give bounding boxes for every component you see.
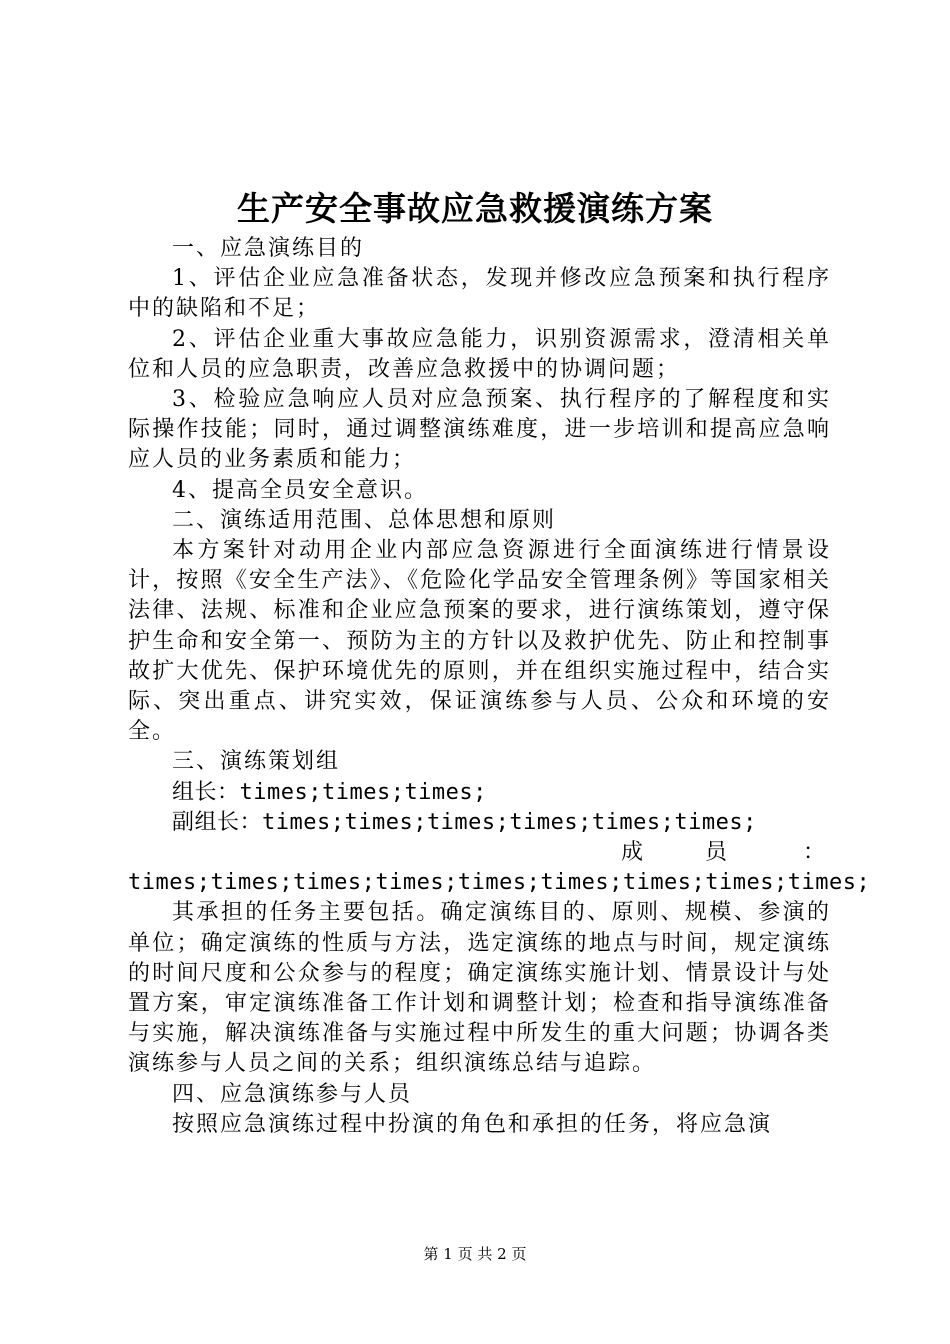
paragraph-item-4: 4、提高全员安全意识。 <box>172 477 428 503</box>
leader-line <box>128 778 831 808</box>
section-heading-3: 三、演练策划组 <box>172 749 341 775</box>
section-heading-2: 二、演练适用范围、总体思想和原则 <box>172 507 557 533</box>
paragraph-tasks: 其承担的任务主要包括。确定演练目的、原则、规模、参演的单位；确定演练的性质与方法，选定演练的地点与时间，规定演练的时间尺度和公众参与的程度；确定演练实施计划、情景设计与处置方案，审定演练准备工作计划和调整计划；检查和指导演练准备与实施，解决演练准备与实施过程中所发生的重大问题；协调各类演练参与人员之间的关系；组织演练总结与追踪。 <box>128 900 831 1077</box>
members-label-char-1: 成 <box>620 840 643 866</box>
members-label-char-2: 员 <box>704 840 727 866</box>
document-body <box>128 234 871 1140</box>
members-names: times;times;times;times;times;times;times;times;times; <box>128 870 871 896</box>
leader-text: 组长：times;times;times; <box>172 779 487 805</box>
section-heading-1: 一、应急演练目的 <box>172 236 365 261</box>
members-label <box>128 838 831 868</box>
document-title: 生产安全事故应急救援演练方案 <box>237 189 713 228</box>
paragraph-scope: 本方案针对动用企业内部应急资源进行全面演练进行情景设计，按照《安全生产法》、《危险化学品安全管理条例》等国家相关法律、法规、标准和企业应急预案的要求，进行演练策划，遵守保护生命和安全第一、预防为主的方针以及救护优先、防止和控制事故扩大优先、保护环境优先的原则，并在组织实施过程中，结合实际、突出重点、讲究实效，保证演练参与人员、公众和环境的安全。 <box>128 538 831 745</box>
paragraph-item-3: 3、检验应急响应人员对应急预案、执行程序的了解程度和实际操作技能；同时，通过调整演练难度，进一步培训和提高应急响应人员的业务素质和能力； <box>128 387 831 473</box>
paragraph-item-2: 2、评估企业重大事故应急能力，识别资源需求，澄清相关单位和人员的应急职责，改善应急救援中的协调问题； <box>128 326 831 382</box>
paragraph-item-1: 1、评估企业应急准备状态，发现并修改应急预案和执行程序中的缺陷和不足； <box>128 266 831 322</box>
members-block <box>128 838 871 898</box>
page-footer: 第 1 页 共 2 页 <box>423 1245 527 1263</box>
members-label-colon: ： <box>802 840 825 866</box>
paragraph-participants: 按照应急演练过程中扮演的角色和承担的任务，将应急演 <box>172 1111 773 1137</box>
deputy-line <box>128 808 831 838</box>
section-heading-4: 四、应急演练参与人员 <box>172 1081 413 1107</box>
deputy-text: 副组长：times;times;times;times;times;times; <box>172 809 757 835</box>
